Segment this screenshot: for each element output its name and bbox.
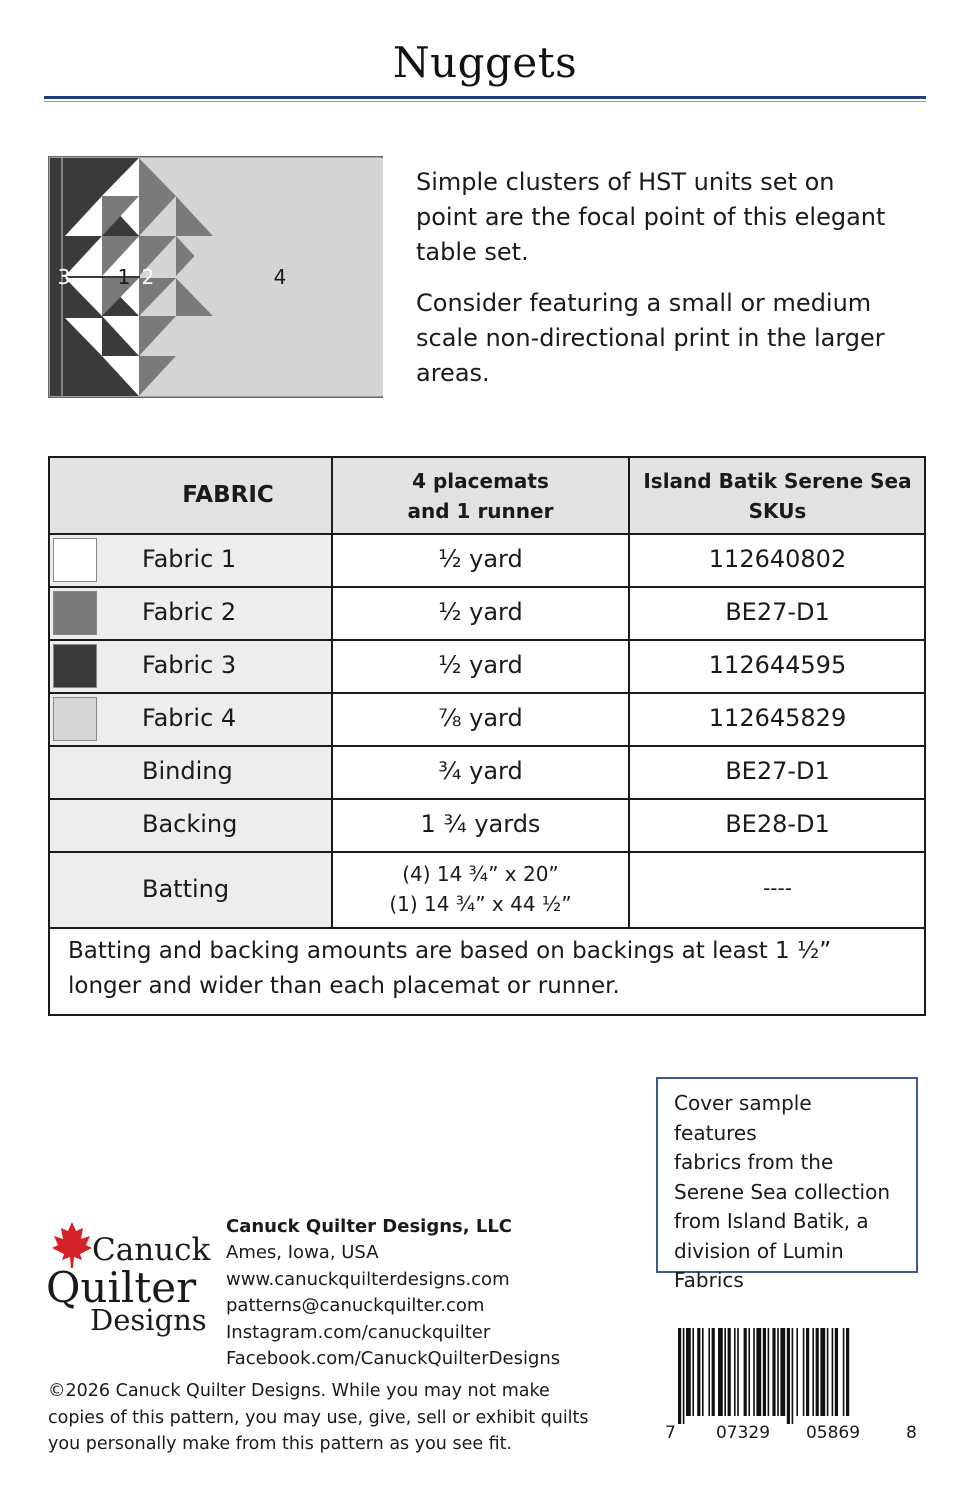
barcode-bar bbox=[777, 1328, 779, 1416]
copyright-notice bbox=[48, 1378, 628, 1458]
grid-line bbox=[48, 745, 926, 747]
row-7-qty-line1: (4) 14 ¾” x 20” bbox=[402, 862, 559, 886]
barcode-bar bbox=[712, 1328, 715, 1416]
table-footnote-line2: longer and wider than each placemat or runner. bbox=[68, 973, 620, 999]
grid-line bbox=[331, 456, 333, 929]
row-6-sku: BE28-D1 bbox=[725, 810, 830, 838]
label-2: 2 bbox=[141, 265, 155, 289]
description-paragraph-1: Simple clusters of HST units set on point are the focal point of this elegant table set. bbox=[416, 168, 886, 266]
description-paragraph-2: Consider featuring a small or medium scale non-directional print in the larger areas. bbox=[416, 289, 885, 387]
row-6-name: Backing bbox=[142, 810, 238, 838]
barcode-bar bbox=[737, 1328, 739, 1416]
company-instagram: Instagram.com/canuckquilter bbox=[226, 1322, 491, 1343]
grid-line bbox=[48, 851, 926, 853]
swatch-fabric-3 bbox=[53, 644, 97, 688]
swatch-fabric-1 bbox=[53, 538, 97, 582]
logo-line-2: Quilter bbox=[46, 1263, 197, 1312]
barcode-bar bbox=[768, 1328, 770, 1416]
sample-note-line: Cover sample features bbox=[674, 1091, 812, 1145]
barcode-bar bbox=[756, 1328, 761, 1416]
header-qty-line1: 4 placemats bbox=[412, 469, 549, 493]
barcode-bar bbox=[748, 1328, 750, 1416]
grid-line bbox=[48, 692, 926, 694]
grid-line bbox=[48, 586, 926, 588]
label-4: 4 bbox=[273, 265, 287, 289]
logo-line-1: Canuck bbox=[92, 1232, 211, 1268]
barcode-bar bbox=[816, 1328, 819, 1416]
company-name: Canuck Quilter Designs, LLC bbox=[226, 1216, 513, 1237]
maple-leaf-icon bbox=[52, 1222, 92, 1268]
barcode-bar bbox=[744, 1328, 747, 1416]
company-email: patterns@canuckquilter.com bbox=[226, 1295, 485, 1316]
row-7-sku: ---- bbox=[763, 876, 792, 900]
row-1-name: Fabric 1 bbox=[142, 545, 237, 573]
barcode-bar bbox=[806, 1328, 809, 1416]
title-rule bbox=[44, 96, 926, 99]
grid-line bbox=[48, 1014, 926, 1016]
row-7-name: Batting bbox=[142, 875, 230, 903]
grid-line bbox=[48, 456, 926, 458]
table-footnote-line1: Batting and backing amounts are based on backings at least 1 ½” bbox=[68, 938, 832, 964]
row-4-name: Fabric 4 bbox=[142, 704, 237, 732]
barcode-bar bbox=[835, 1328, 838, 1416]
barcode-bar bbox=[718, 1328, 723, 1416]
barcode-bar bbox=[697, 1328, 700, 1416]
row-7-qty-line2: (1) 14 ¾” x 44 ½” bbox=[389, 892, 572, 916]
block-diagram bbox=[48, 156, 383, 398]
header-sku-line1: Island Batik Serene Sea bbox=[643, 469, 912, 493]
row-6-qty: 1 ¾ yards bbox=[420, 810, 541, 838]
barcode-bar bbox=[683, 1328, 685, 1424]
sample-note-line: Fabrics bbox=[674, 1268, 744, 1292]
barcode-bar bbox=[772, 1328, 775, 1416]
row-4-qty: ⅞ yard bbox=[438, 704, 523, 732]
barcode-bar bbox=[827, 1328, 829, 1416]
sample-note-line: division of Lumin bbox=[674, 1238, 844, 1263]
sample-note-line: Serene Sea collection bbox=[674, 1179, 890, 1204]
barcode-digit-left: 7 bbox=[665, 1423, 676, 1443]
row-3-sku: 112644595 bbox=[708, 651, 847, 679]
barcode-bar bbox=[724, 1328, 726, 1416]
row-2-name: Fabric 2 bbox=[142, 598, 237, 626]
logo-line-3: Designs bbox=[90, 1303, 207, 1337]
company-location: Ames, Iowa, USA bbox=[226, 1242, 379, 1263]
barcode-bar bbox=[763, 1328, 766, 1416]
grid-line bbox=[628, 456, 630, 929]
swatch-fabric-4 bbox=[53, 697, 97, 741]
swatch-fabric-2 bbox=[53, 591, 97, 635]
barcode-bar bbox=[686, 1328, 691, 1416]
grid-line bbox=[48, 927, 926, 929]
barcode-bar bbox=[734, 1328, 736, 1416]
row-1-sku: 112640802 bbox=[708, 545, 847, 573]
label-1: 1 bbox=[117, 265, 131, 289]
barcode bbox=[660, 1326, 920, 1446]
company-logo bbox=[44, 1218, 214, 1348]
row-4-sku: 112645829 bbox=[708, 704, 847, 732]
fabric-table bbox=[48, 456, 926, 1016]
page-title: Nuggets bbox=[392, 38, 578, 87]
row-1-qty: ½ yard bbox=[438, 545, 523, 573]
grid-line bbox=[924, 456, 926, 1016]
barcode-bar bbox=[820, 1328, 825, 1416]
cover-sample-note bbox=[656, 1077, 918, 1292]
barcode-bar bbox=[832, 1328, 834, 1416]
company-website: www.canuckquilterdesigns.com bbox=[226, 1269, 510, 1290]
title-rule-thin bbox=[44, 101, 926, 102]
label-3: 3 bbox=[57, 265, 71, 289]
barcode-bar bbox=[812, 1328, 814, 1416]
barcode-bar bbox=[843, 1328, 845, 1416]
row-5-name: Binding bbox=[142, 757, 233, 785]
header-sku-line2: SKUs bbox=[748, 499, 807, 523]
row-3-qty: ½ yard bbox=[438, 651, 523, 679]
barcode-bar bbox=[780, 1328, 785, 1416]
row-5-sku: BE27-D1 bbox=[725, 757, 830, 785]
header-qty-line2: and 1 runner bbox=[407, 499, 554, 523]
barcode-bar bbox=[803, 1328, 805, 1416]
grid-line bbox=[48, 456, 50, 1016]
barcode-bar bbox=[678, 1328, 681, 1424]
barcode-bar bbox=[708, 1328, 710, 1416]
barcode-bar bbox=[796, 1328, 798, 1416]
barcode-bar bbox=[792, 1328, 794, 1424]
barcode-bar bbox=[728, 1328, 731, 1416]
grid-line bbox=[48, 798, 926, 800]
barcode-bar bbox=[753, 1328, 755, 1416]
grid-line bbox=[48, 639, 926, 641]
copyright-line: ©2026 Canuck Quilter Designs. While you may not make bbox=[48, 1381, 550, 1401]
barcode-bar bbox=[846, 1328, 849, 1416]
grid-line bbox=[48, 533, 926, 535]
copyright-line: you personally make from this pattern as you see fit. bbox=[48, 1434, 513, 1454]
row-2-qty: ½ yard bbox=[438, 598, 523, 626]
row-3-name: Fabric 3 bbox=[142, 651, 237, 679]
barcode-group-2: 05869 bbox=[805, 1423, 861, 1443]
sample-note-line: from Island Batik, a bbox=[674, 1209, 869, 1233]
barcode-bars bbox=[678, 1328, 849, 1424]
company-facebook: Facebook.com/CanuckQuilterDesigns bbox=[226, 1348, 561, 1369]
row-2-sku: BE27-D1 bbox=[725, 598, 830, 626]
copyright-line: copies of this pattern, you may use, give, sell or exhibit quilts bbox=[48, 1407, 589, 1428]
barcode-bar bbox=[702, 1328, 704, 1416]
header-fabric: FABRIC bbox=[182, 482, 274, 508]
barcode-digit-right: 8 bbox=[906, 1423, 917, 1443]
row-5-qty: ¾ yard bbox=[438, 757, 523, 785]
barcode-group-1: 07329 bbox=[715, 1423, 771, 1443]
sample-note-line: fabrics from the bbox=[674, 1150, 834, 1174]
barcode-bar bbox=[787, 1328, 790, 1424]
barcode-bar bbox=[692, 1328, 694, 1416]
